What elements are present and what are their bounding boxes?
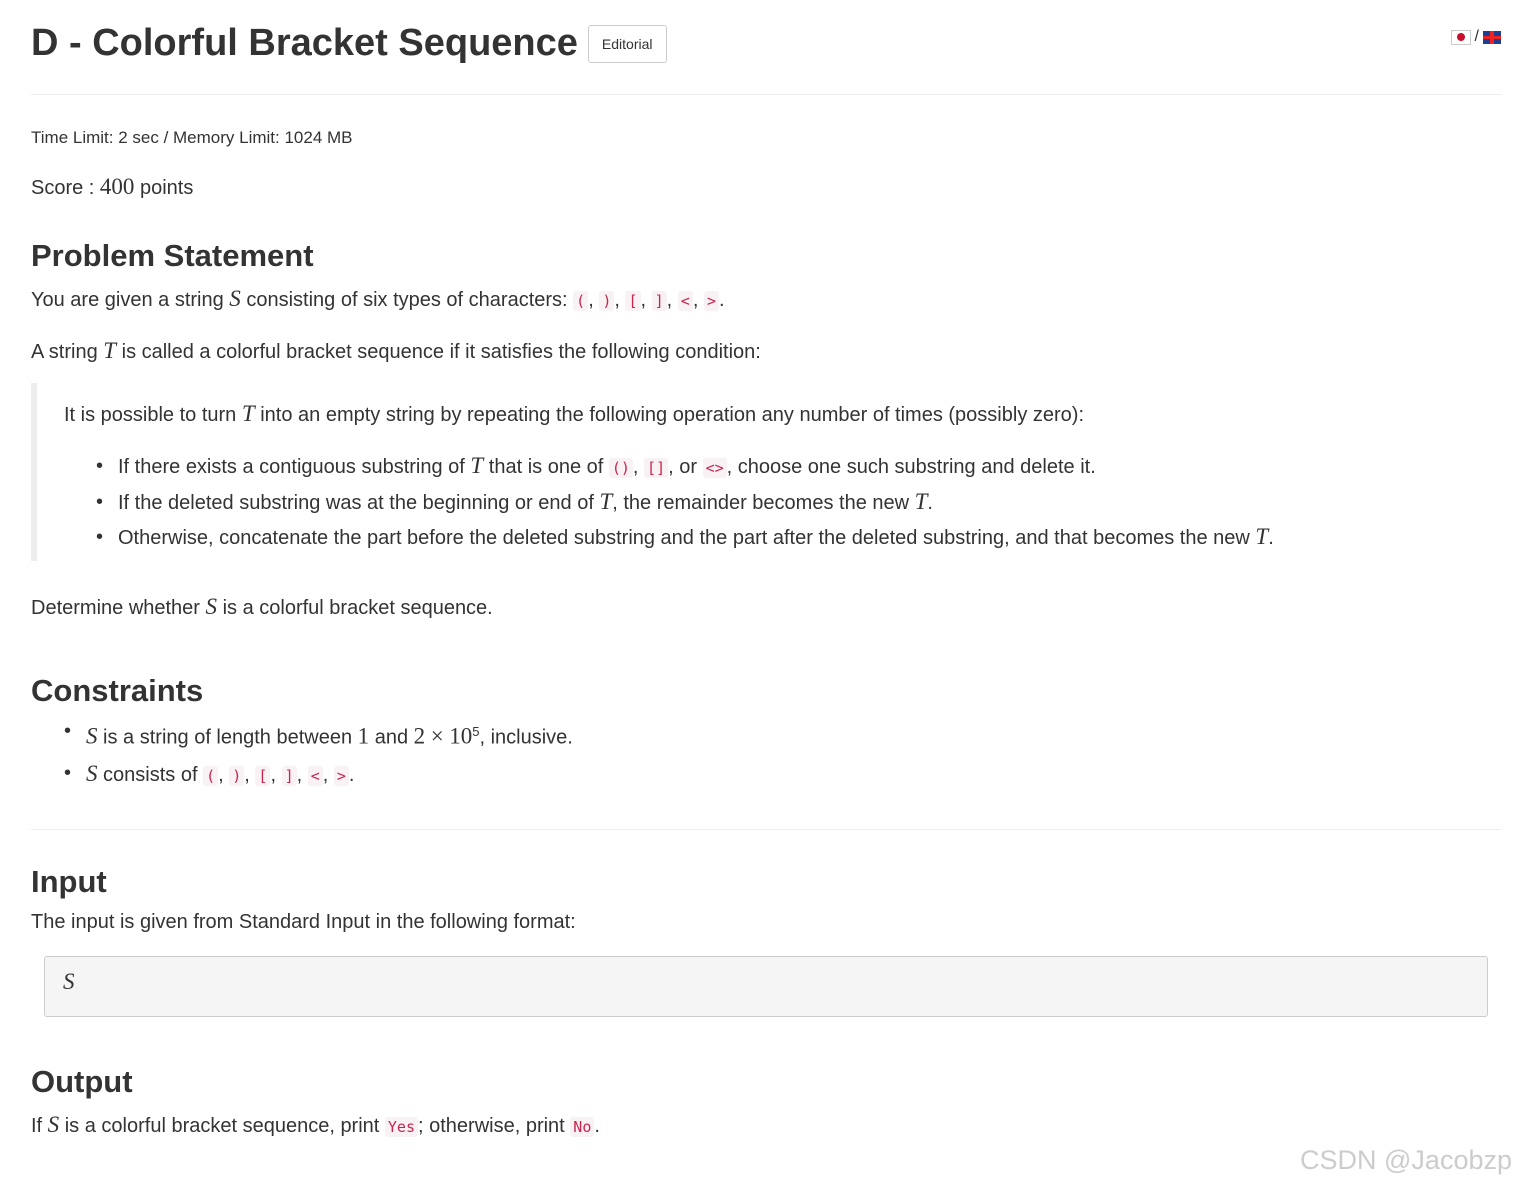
input-format-var: S (63, 969, 75, 994)
list-item: • If there exists a contiguous substring of T that is one of () , [] , or <> , choose one such substring and delete it. (118, 449, 1274, 485)
constraints-list (86, 714, 573, 794)
page-title (31, 22, 667, 65)
title-text: D - Colorful Bracket Sequence (31, 22, 578, 64)
input-heading: Input (31, 864, 107, 899)
limits: Time Limit: 2 sec / Memory Limit: 1024 MB (31, 128, 353, 147)
list-item: • Otherwise, concatenate the part before the deleted substring and the part after the deleted substring, and that becomes the new T. (118, 520, 1274, 555)
list-item: • If the deleted substring was at the beginning or end of T, the remainder becomes the new T. (118, 485, 1274, 520)
input-text: The input is given from Standard Input in the following format: (31, 911, 576, 933)
english-flag-icon[interactable] (1483, 31, 1501, 44)
output-text: If S is a colorful bracket sequence, print Yes ; otherwise, print No . (31, 1112, 600, 1137)
problem-p3: Determine whether S is a colorful bracket sequence. (31, 594, 493, 619)
condition-intro: It is possible to turn T into an empty string by repeating the following operation any number of times (possibly zero): (64, 401, 1084, 426)
divider (31, 94, 1501, 95)
problem-p1: You are given a string S consisting of six types of characters: ( , ) , [ , ] , < , > . (31, 286, 725, 311)
list-item: • S consists of ( , ) , [ , ] , < , > . (86, 756, 573, 794)
lang-separator: / (1474, 28, 1479, 45)
constraints-heading: Constraints (31, 673, 204, 708)
input-format-box (44, 956, 1488, 1017)
language-switcher (1451, 28, 1501, 46)
score: Score : 400 points (31, 174, 194, 199)
divider (31, 829, 1501, 830)
problem-heading: Problem Statement (31, 238, 314, 273)
operation-list (118, 449, 1274, 555)
japanese-flag-icon[interactable] (1451, 30, 1471, 45)
editorial-button[interactable]: Editorial (588, 25, 667, 63)
watermark: CSDN @Jacobzp (1300, 1145, 1512, 1175)
condition-blockquote (31, 383, 1497, 561)
output-heading: Output (31, 1064, 133, 1099)
list-item: • S is a string of length between 1 and $2 \times 10^5$, inclusive. (86, 714, 573, 756)
problem-p2: A string T is called a colorful bracket sequence if it satisfies the following condition: (31, 338, 761, 363)
